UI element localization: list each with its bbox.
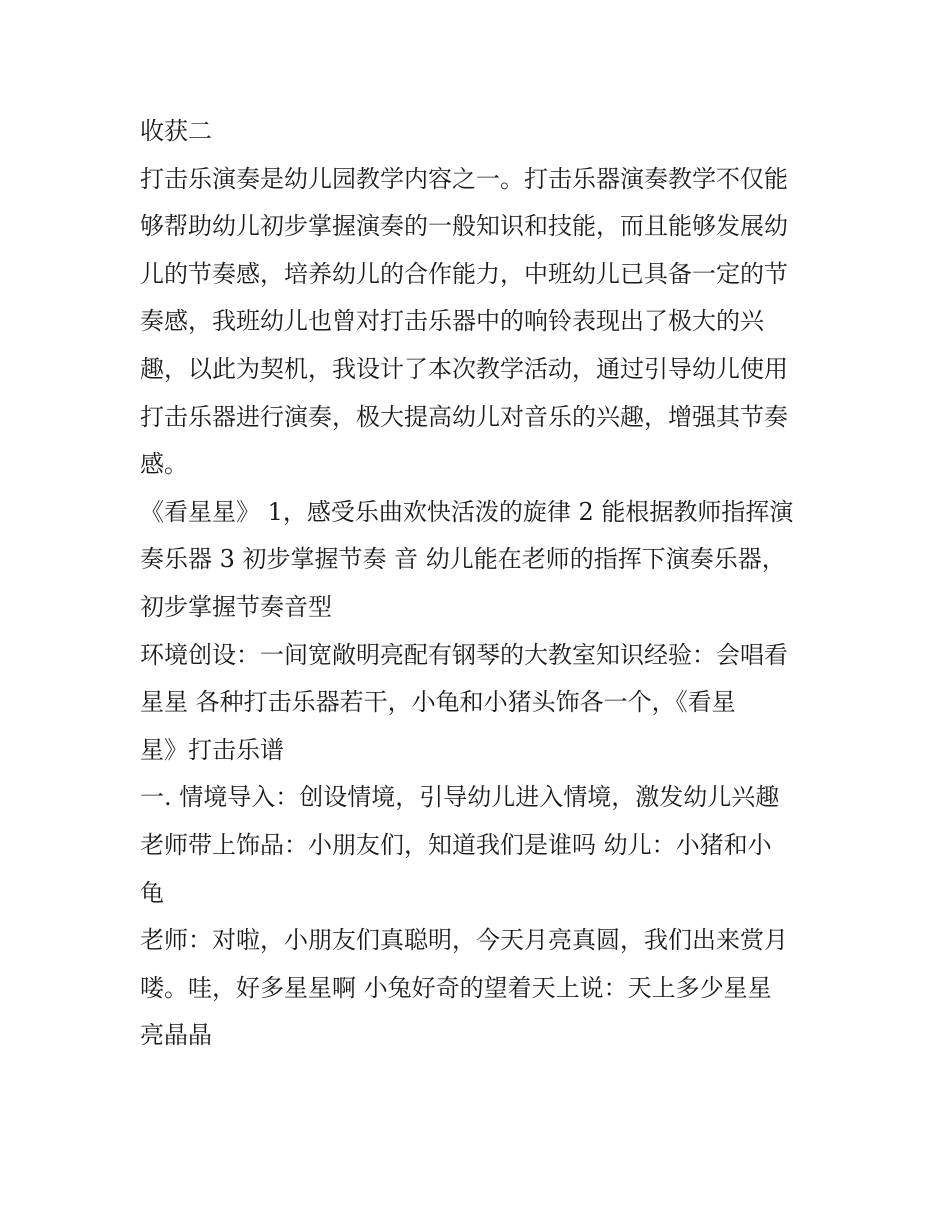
text-line: 趣，以此为契机，我设计了本次教学活动，通过引导幼儿使用	[140, 354, 788, 383]
section-heading: 收获二	[140, 117, 212, 145]
text-line: 星星 各种打击乐器若干，小龟和小猪头饰各一个，《看星	[140, 688, 736, 717]
text-line: 老师带上饰品：小朋友们，知道我们是谁吗 幼儿：小猪和小	[140, 830, 772, 859]
text-line: 龟	[140, 878, 164, 907]
text-line: 打击乐演奏是幼儿园教学内容之一。打击乐器演奏教学不仅能	[140, 164, 788, 193]
text-line: 儿的节奏感，培养幼儿的合作能力，中班幼儿已具备一定的节	[140, 259, 788, 288]
text-line: 打击乐器进行演奏，极大提高幼儿对音乐的兴趣，增强其节奏	[140, 402, 788, 431]
text-line: 奏感，我班幼儿也曾对打击乐器中的响铃表现出了极大的兴	[140, 307, 764, 336]
text-line: 老师：对啦，小朋友们真聪明，今天月亮真圆，我们出来赏月	[140, 926, 788, 955]
text-line: 星》打击乐谱	[140, 735, 284, 764]
text-line: 够帮助幼儿初步掌握演奏的一般知识和技能，而且能够发展幼	[140, 212, 788, 241]
document-body	[140, 108, 820, 1060]
text-line: 环境创设：一间宽敞明亮配有钢琴的大教室知识经验：会唱看	[140, 640, 788, 669]
text-line: 喽。哇，好多星星啊 小兔好奇的望着天上说：天上多少星星	[140, 973, 772, 1002]
text-line: 《看星星》 1，感受乐曲欢快活泼的旋律 2 能根据教师指挥演	[140, 497, 794, 526]
text-line: 亮晶晶	[140, 1021, 212, 1050]
text-line: 感。	[140, 450, 188, 479]
text-line: 一. 情境导入：创设情境，引导幼儿进入情境，激发幼儿兴趣	[140, 783, 780, 812]
text-line: 奏乐器 3 初步掌握节奏 音 幼儿能在老师的指挥下演奏乐器，	[140, 545, 786, 574]
text-line: 初步掌握节奏音型	[140, 592, 332, 621]
